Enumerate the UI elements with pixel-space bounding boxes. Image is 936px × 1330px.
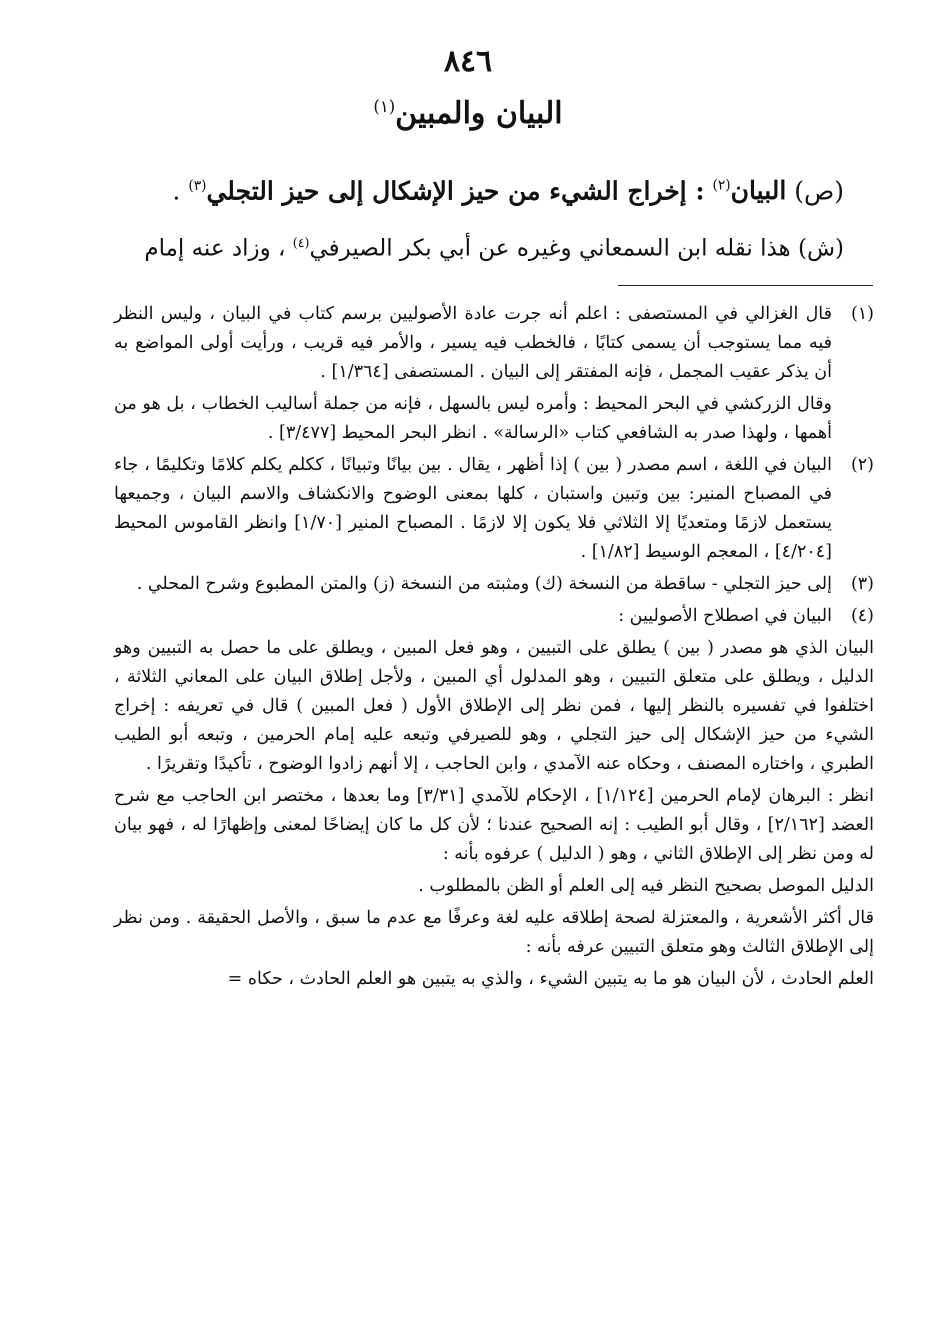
footnote-4-paragraph: الدليل الموصل بصحيح النظر فيه إلى العلم أو الظن بالمطلوب .	[418, 876, 874, 896]
text-marker: (ص)	[794, 176, 844, 206]
title-footnote-ref: (١)	[373, 97, 396, 116]
footnote-number: (٢)	[850, 455, 874, 475]
commentary-text: (ش) هذا نقله ابن السمعاني وغيره عن أبي بكر الصيرفي	[309, 235, 844, 262]
main-text-line-2	[102, 224, 844, 268]
footnote-4	[114, 602, 874, 631]
footnote-heading: البيان في اصطلاح الأصوليين :	[618, 606, 832, 626]
footnotes	[114, 300, 874, 997]
footnote-4-paragraph: انظر : البرهان لإمام الحرمين [١/١٢٤] ، الإحكام للآمدي [٣/٣١] وما بعدها ، مختصر ابن الحاجب مع شرح العضد [٢/١٦٢] ، وقال أبو الطيب : إنه الصحيح عندنا ؛ لأن كل ما كان إيضاحًا لمعنى وإظهارًا له ، فهو بيان له ومن نظر إلى الإطلاق الثاني ، وهو ( الدليل ) عرفوه بأنه :	[114, 786, 875, 864]
sentence-end: .	[172, 176, 181, 206]
footnote-number: (٤)	[850, 606, 874, 626]
commentary-text-continued: ، وزاد عنه إمام	[144, 235, 286, 262]
footnote-2	[114, 451, 874, 567]
main-text-line-1	[102, 166, 844, 211]
defined-term: البيان$^{(٢)}$	[712, 176, 787, 206]
footnote-ref-2: (٢)	[712, 178, 731, 194]
footnote-1	[114, 300, 874, 448]
footnote-separator	[618, 285, 873, 286]
footnote-ref-4: (٤)	[292, 235, 310, 250]
footnote-4-paragraph: قال أكثر الأشعرية ، والمعتزلة لصحة إطلاقه عليه لغة وعرفًا مع عدم ما سبق ، والأصل الحقيقة . ومن نظر إلى الإطلاق الثالث وهو متعلق التبيين عرفه بأنه :	[114, 908, 874, 957]
footnote-3	[114, 570, 874, 599]
footnote-4-paragraph: البيان الذي هو مصدر ( بين ) يطلق على التبيين ، وهو فعل المبين ، ويطلق على ما حصل به التبيين وهو الدليل ، ويطلق على متعلق التبيين ، وهو المدلول أي المبين ، ولأجل إطلاق البيان على المعاني الثلاثة ، اختلفوا في تفسيره بالنظر إليها ، فمن نظر إلى الإطلاق الأول ( فعل المبين ) قال في تعريفه : إخراج الشيء من حيز الإشكال إلى حيز التجلي ، وهو للصيرفي وتبعه عليه إمام الحرمين ، وتبعه أبو الطيب الطبري ، واختاره المصنف ، وحكاه عنه الآمدي ، وابن الحاجب ، إلا أنهم زادوا الوضوح ، تأكيدًا وتقريرًا .	[114, 638, 874, 774]
footnote-number: (٣)	[850, 574, 874, 594]
section-title	[0, 96, 936, 131]
footnote-4-paragraph: العلم الحادث ، لأن البيان هو ما به يتبين الشيء ، والذي به يتبين هو العلم الحادث ، حكاه =	[227, 969, 874, 989]
footnote-paragraph: البيان في اللغة ، اسم مصدر ( بين ) إذا أظهر ، يقال . بين بيانًا وتبيانًا ، ككلم يكلم كلامًا وتكليمًا ، جاء في المصباح المنير: بين وتبين واستبان ، كلها بمعنى الوضوح والانكشاف والاسم البيان ، وجميعها يستعمل لازمًا ومتعديًا إلا الثلاثي فلا يكون إلا لازمًا . المصباح المنير [١/٧٠] وانظر القاموس المحيط [٤/٢٠٤] ، المعجم الوسيط [١/٨٢] .	[114, 455, 832, 562]
footnote-ref-3: (٣)	[188, 178, 207, 194]
definition-text: : إخراج الشيء من حيز الإشكال إلى حيز التجلي	[206, 176, 705, 206]
footnote-paragraph: قال الغزالي في المستصفى : اعلم أنه جرت عادة الأصوليين برسم كتاب في البيان ، وليس النظر فيه مما يستوجب أن يسمى كتابًا ، فالخطب فيه يسير ، والأمر فيه قريب ، ورأيت أولى المواضع به أن يذكر عقيب المجمل ، فإنه المفتقر إلى البيان . المستصفى [١/٣٦٤] .	[114, 304, 832, 382]
footnote-paragraph: وقال الزركشي في البحر المحيط : وأمره ليس بالسهل ، فإنه من جملة أساليب الخطاب ، بل هو من أهمها ، ولهذا صدر به الشافعي كتاب «الرسالة» . انظر البحر المحيط [٣/٤٧٧] .	[114, 394, 832, 443]
title-text: البيان والمبين	[395, 96, 563, 131]
footnote-number: (١)	[850, 304, 874, 324]
page-number: ٨٤٦	[443, 44, 493, 79]
footnote-paragraph: إلى حيز التجلي - ساقطة من النسخة (ك) ومثبته من النسخة (ز) والمتن المطبوع وشرح المحلي .	[136, 574, 832, 594]
